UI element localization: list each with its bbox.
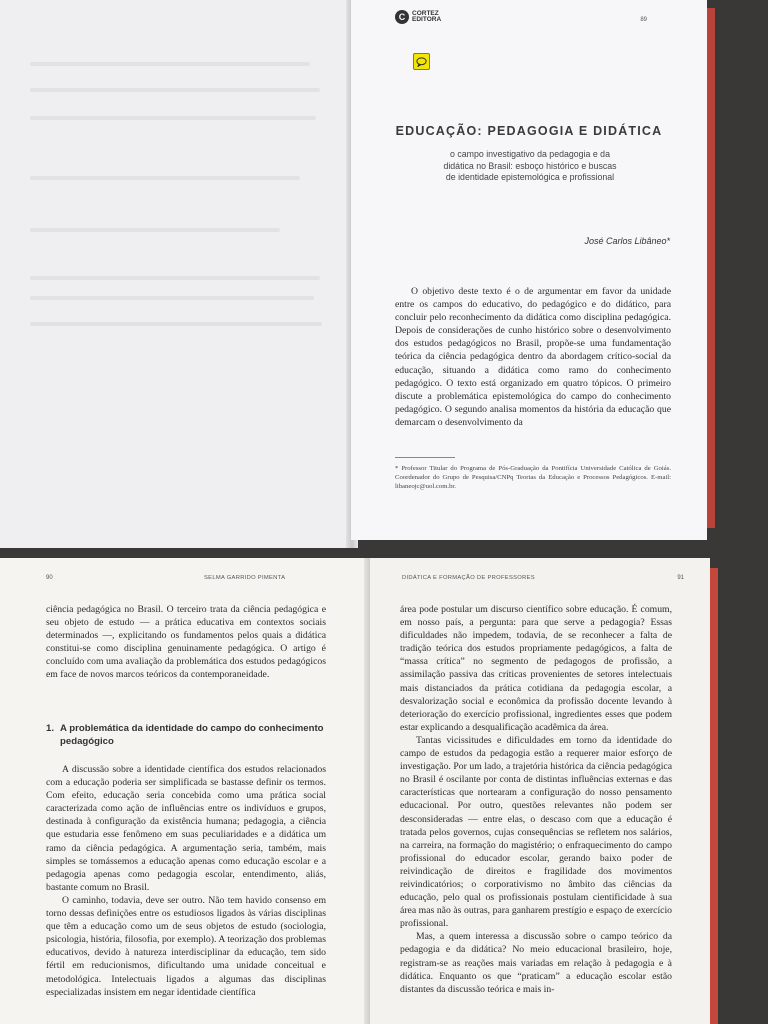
page-number: 91 [677,575,684,581]
book-red-edge [710,568,718,1024]
subtitle-line: de identidade epistemológica e profissional [445,172,615,182]
section-heading [46,722,326,748]
page-91-body [400,603,672,996]
running-head: DIDÁTICA E FORMAÇÃO DE PROFESSORES [402,575,535,581]
footnote: * Professor Titular do Programa de Pós-Graduação da Pontifícia Universidade Católica de Goiás. Coordenador do Grupo de Pesquisa/CNPq Teorias da Educação e Processos Pedagógicos. E-mail: libaneojc@uol.com.br. [395,465,671,490]
show-through-line [30,228,280,232]
left-page-top [0,0,351,548]
continuation-paragraph [46,603,326,682]
page-number: 90 [46,575,53,581]
chapter-opening-page [351,0,707,540]
publisher-logo [395,10,441,24]
paragraph: Mas, a quem interessa a discussão sobre o campo teórico da pedagogia e da didática? No meio educacional brasileiro, hoje, registram-se as reações mais variadas em relação à pedagogia e à didática. Enquanto os que “praticam” a educação escolar estão distantes da discussão teórica e mais in- [400,931,672,995]
show-through-line [30,176,300,180]
chapter-title: EDUCAÇÃO: PEDAGOGIA E DIDÁTICA [395,124,663,138]
author-name: José Carlos Libâneo* [584,236,670,246]
footnote-rule [395,457,455,458]
subtitle-line: o campo investigativo da pedagogia e da [450,149,610,159]
section-title: A problemática da identidade do campo do conhecimento pedagógico [60,723,324,747]
subtitle-line: didática no Brasil: esboço histórico e buscas [443,160,617,171]
paragraph: O caminho, todavia, deve ser outro. Não tem havido consenso em torno dessas definições entre os estudiosos ligados às várias disciplinas que têm a educação como um de seus objetos de estudo (sociologia, psicologia, história, filosofia, por exemplo). A teorização dos problemas educativos, devido à natureza interdisciplinar da educação, tem sido fértil em reducionismos, dificultando uma unidade conceitual e metodológica. Intelectuais ligados a algumas das disciplinas especializadas insistem em negar identidade científica [46,894,326,998]
show-through-line [30,322,322,326]
paragraph: A discussão sobre a identidade científica dos estudos relacionados com a educação poderia ser simplificada se bastasse definir os termos. Com efeito, educação seria concebida como uma prática social caracterizada como ação de influências entre os indivíduos e grupos, destinada à configuração da existência humana; pedagogia, a ciência que estudaria esse fenômeno em suas peculiaridades e a didática um ramo da ciência pedagógica. A argumentação seria, também, mais simples se tomássemos a educação apenas como educação escolar e a pedagogia apenas como pedagogia escolar, entendimento, aliás, bastante comum no Brasil. [46,764,326,893]
running-head: SELMA GARRIDO PIMENTA [204,575,286,581]
opening-paragraph [395,285,671,429]
show-through-line [30,296,314,300]
paragraph: O objetivo deste texto é o de argumentar em favor da unidade entre os campos do educativo, do pedagógico e do didático, para concluir pelo reconhecimento da didática como disciplina pedagógica. Depois de considerações de cunho histórico sobre o desenvolvimento dos estudos pedagógicos no Brasil, propõe-se uma fundamentação teórica da ciência pedagógica dentro da abordagem crítico-social da educação, situando a didática como ramo do conhecimento pedagógico. O texto está organizado em quatro tópicos. O primeiro discute a problemática epistemológica do campo do conhecimento pedagógico. O segundo analisa momentos da história da educação que demarcam o desenvolvimento da [395,286,671,428]
logo-line: EDITORA [412,16,442,23]
show-through-line [30,116,316,120]
publisher-logo-icon: C [395,10,409,24]
chapter-subtitle [425,149,635,184]
section-number: 1. [46,723,55,734]
show-through-line [30,276,320,280]
book-red-edge [707,8,715,528]
show-through-line [30,62,310,66]
paragraph: Tantas vicissitudes e dificuldades em torno da identidade do campo de estudos da pedagogia estão a requerer maior esforço de investigação. Por um lado, a trajetória histórica da ciência pedagógica no Brasil é oscilante por conta de distintas influências externas e das características que nortearam a configuração do nosso pensamento educacional. Por outro, questões relevantes não podem ser desconsideradas — entre elas, o descaso com que a educação é tratada pelos governos, cujas consequências se refletem nos salários, na carreira, na formação do magistério; o enfraquecimento do campo profissional do educador escolar, gerando baixo poder de reivindicação de direitos e fragilidade dos movimentos reivindicatórios; o corporativismo no âmbito das ciências da educação, pelo qual os profissionais postulam cientificidade à sua área mas não às outras, para ganharem prestígio e espaço de exercício profissional. [400,734,672,930]
page-number: 89 [640,17,647,23]
sticky-note-icon[interactable] [413,53,430,70]
paragraph: área pode postular um discurso científico sobre educação. É comum, em nosso país, a pergunta: para que serve a pedagogia? Essas dificuldades não impedem, todavia, de se reconhecer a falta de tradição teórica dos estudos propriamente pedagógicos, a falta de “massa crítica” no segmento de pedagogos de profissão, a assimilação passiva das críticas provenientes de setores intelectuais mais distanciados da prática cotidiana da pedagogia escolar, a desvalorização social e econômica da profissão docente levando à deterioração do exercício profissional, ingredientes esses que podem estar explicando a desqualificação acadêmica da área. [400,604,672,733]
logo-line: CORTEZ [412,10,439,17]
section-body [46,763,326,999]
show-through-line [30,88,320,92]
speech-bubble-icon [416,57,427,67]
paragraph: ciência pedagógica no Brasil. O terceiro trata da ciência pedagógica e seu objeto de estudo — a prática educativa em contextos sociais determinados —, explicitando os fundamentos pelos quais a didática constitui-se como disciplina genuinamente pedagógica. O artigo é concluído com uma avaliação da problemática dos estudos pedagógicos em face de novos marcos teóricos da contemporaneidade. [46,604,326,681]
